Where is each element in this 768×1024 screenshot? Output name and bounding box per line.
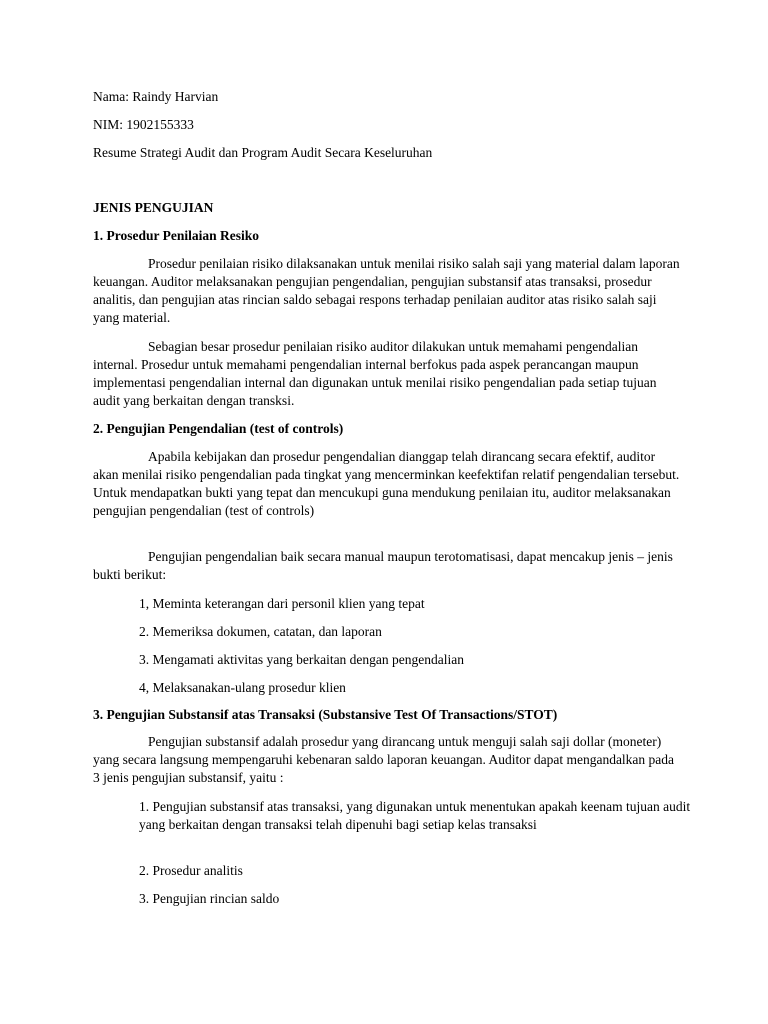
s2-paragraph-2: Pengujian pengendalian baik secara manual maupun terotomatisasi, dapat mencakup jenis – jenis bukti berikut: — [93, 549, 673, 582]
list-item: 2. Memeriksa dokumen, catatan, dan laporan — [139, 624, 382, 639]
list-item: 4, Melaksanakan-ulang prosedur klien — [139, 680, 346, 695]
list-item: 1. Pengujian substansif atas transaksi, yang digunakan untuk menentukan apakah keenam tujuan audit yang berkaitan dengan transaksi telah dipenuhi bagi setiap kelas transaksi — [139, 799, 691, 832]
list-item: 2. Prosedur analitis — [139, 863, 243, 878]
student-nim: NIM: 1902155333 — [93, 117, 194, 132]
s1-paragraph-2: Sebagian besar prosedur penilaian risiko auditor dilakukan untuk memahami pengendalian internal. Prosedur untuk memahami pengendalian internal berfokus pada aspek perancangan maupun implementasi pengendalian internal dan digunakan untuk menilai risiko pengendalian pada setiap tujuan audit yang berkaitan dengan transksi. — [93, 339, 657, 408]
list-item: 1, Meminta keterangan dari personil klien yang tepat — [139, 596, 425, 611]
list-item: 3. Mengamati aktivitas yang berkaitan dengan pengendalian — [139, 652, 465, 667]
document-title: Resume Strategi Audit dan Program Audit Secara Keseluruhan — [93, 145, 433, 160]
list-item: 3. Pengujian rincian saldo — [139, 891, 280, 906]
s2-paragraph-1: Apabila kebijakan dan prosedur pengendalian dianggap telah dirancang secara efektif, auditor akan menilai risiko pengendalian pada tingkat yang mencerminkan keefektifan relatif pengendalian tersebut. Untuk mendapatkan bukti yang tepat dan mencukupi guna mendukung penilaian itu, auditor melaksanakan pengujian pengendalian (test of controls) — [93, 449, 680, 518]
section-heading: JENIS PENGUJIAN — [93, 200, 214, 215]
s2-heading: 2. Pengujian Pengendalian (test of controls) — [93, 421, 344, 436]
s3-paragraph-1: Pengujian substansif adalah prosedur yang dirancang untuk menguji salah saji dollar (moneter) yang secara langsung mempengaruhi kebenaran saldo laporan keuangan. Auditor dapat mengandalkan pada 3 jenis pengujian substansif, yaitu : — [93, 734, 675, 785]
s3-heading: 3. Pengujian Substansif atas Transaksi (Substansive Test Of Transactions/STOT) — [93, 707, 558, 722]
s1-heading: 1. Prosedur Penilaian Resiko — [93, 228, 260, 243]
s1-paragraph-1: Prosedur penilaian risiko dilaksanakan untuk menilai risiko salah saji yang material dalam laporan keuangan. Auditor melaksanakan pengujian pengendalian, pengujian substansif atas transaksi, prosedur analitis, dan pengujian atas rincian saldo sebagai respons terhadap penilaian auditor atas risiko salah saji yang material. — [93, 256, 680, 325]
student-name: Nama: Raindy Harvian — [93, 89, 219, 104]
